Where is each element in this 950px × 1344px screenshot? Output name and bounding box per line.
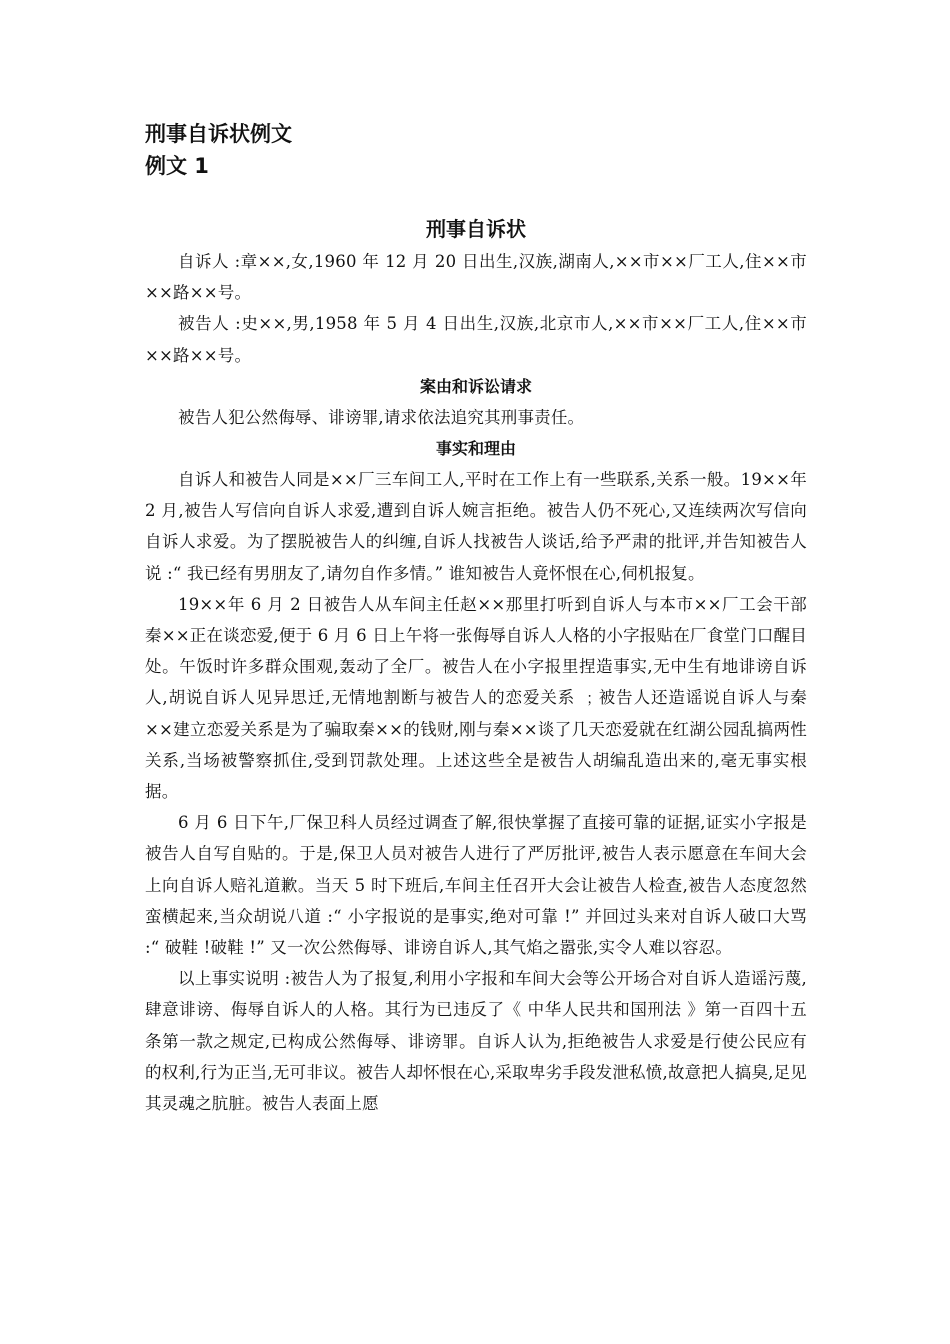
facts-paragraph: 以上事实说明 :被告人为了报复,利用小字报和车间大会等公开场合对自诉人造谣污蔑,肆意诽谤、侮辱自诉人的人格。其行为已违反了《 中华人民共和国刑法 》第一百四十五条第一款之规定,已构成公然侮辱、诽谤罪。自诉人认为,拒绝被告人求爱是行使公民应有的权利,行为正当,无可非议。被告人却怀恨在心,采取卑劣手段发泄私愤,故意把人搞臭,足见其灵魂之肮脏。被告人表面上愿 (145, 969, 807, 1114)
section-title-claim: 案由和诉讼请求 (419, 376, 532, 396)
main-heading: 刑事自诉状例文 (145, 122, 292, 146)
defendant-info: 被告人 :史××,男,1958 年 5 月 4 日出生,汉族,北京市人,××市××厂工人,住××市××路××号。 (145, 314, 807, 365)
plaintiff-info: 自诉人 :章××,女,1960 年 12 月 20 日出生,汉族,湖南人,××市××厂工人,住××市××路××号。 (145, 252, 807, 303)
heading-block (145, 118, 292, 182)
facts-paragraph: 6 月 6 日下午,厂保卫科人员经过调查了解,很快掌握了直接可靠的证据,证实小字报是被告人自写自贴的。于是,保卫人员对被告人进行了严厉批评,被告人表示愿意在车间大会上向自诉人赔礼道歉。当天 5 时下班后,车间主任召开大会让被告人检查,被告人态度忽然蛮横起来,当众胡说八道 :“ 小字报说的是事实,绝对可靠 !” 并回过头来对自诉人破口大骂 :“ 破鞋 !破鞋 !” 又一次公然侮辱、诽谤自诉人,其气焰之嚣张,实令人难以容忍。 (145, 813, 807, 958)
document-body (145, 214, 807, 1119)
facts-paragraph: 19××年 6 月 2 日被告人从车间主任赵××那里打听到自诉人与本市××厂工会干部秦××正在谈恋爱,便于 6 月 6 日上午将一张侮辱自诉人人格的小字报贴在厂食堂门口醒目处。午饭时许多群众围观,轰动了全厂。被告人在小字报里捏造事实,无中生有地诽谤自诉人,胡说自诉人见异思迁,无情地割断与被告人的恋爱关系 ﹔被告人还造谣说自诉人与秦××建立恋爱关系是为了骗取秦××的钱财,刚与秦××谈了几天恋爱就在红湖公园乱搞两性关系,当场被警察抓住,受到罚款处理。上述这些全是被告人胡编乱造出来的,毫无事实根据。 (145, 594, 807, 802)
section-title-facts: 事实和理由 (435, 439, 516, 459)
facts-paragraph: 自诉人和被告人同是××厂三车间工人,平时在工作上有一些联系,关系一般。19××年 2 月,被告人写信向自诉人求爱,遭到自诉人婉言拒绝。被告人仍不死心,又连续两次写信向自诉人求爱。为了摆脱被告人的纠缠,自诉人找被告人谈话,给予严肃的批评,并告知被告人说 :“ 我已经有男朋友了,请勿自作多情。” 谁知被告人竟怀恨在心,伺机报复。 (145, 470, 807, 583)
claim-paragraph: 被告人犯公然侮辱、诽谤罪,请求依法追究其刑事责任。 (178, 407, 585, 427)
example-heading: 例文 1 (145, 154, 209, 178)
document-title: 刑事自诉状 (426, 217, 526, 241)
